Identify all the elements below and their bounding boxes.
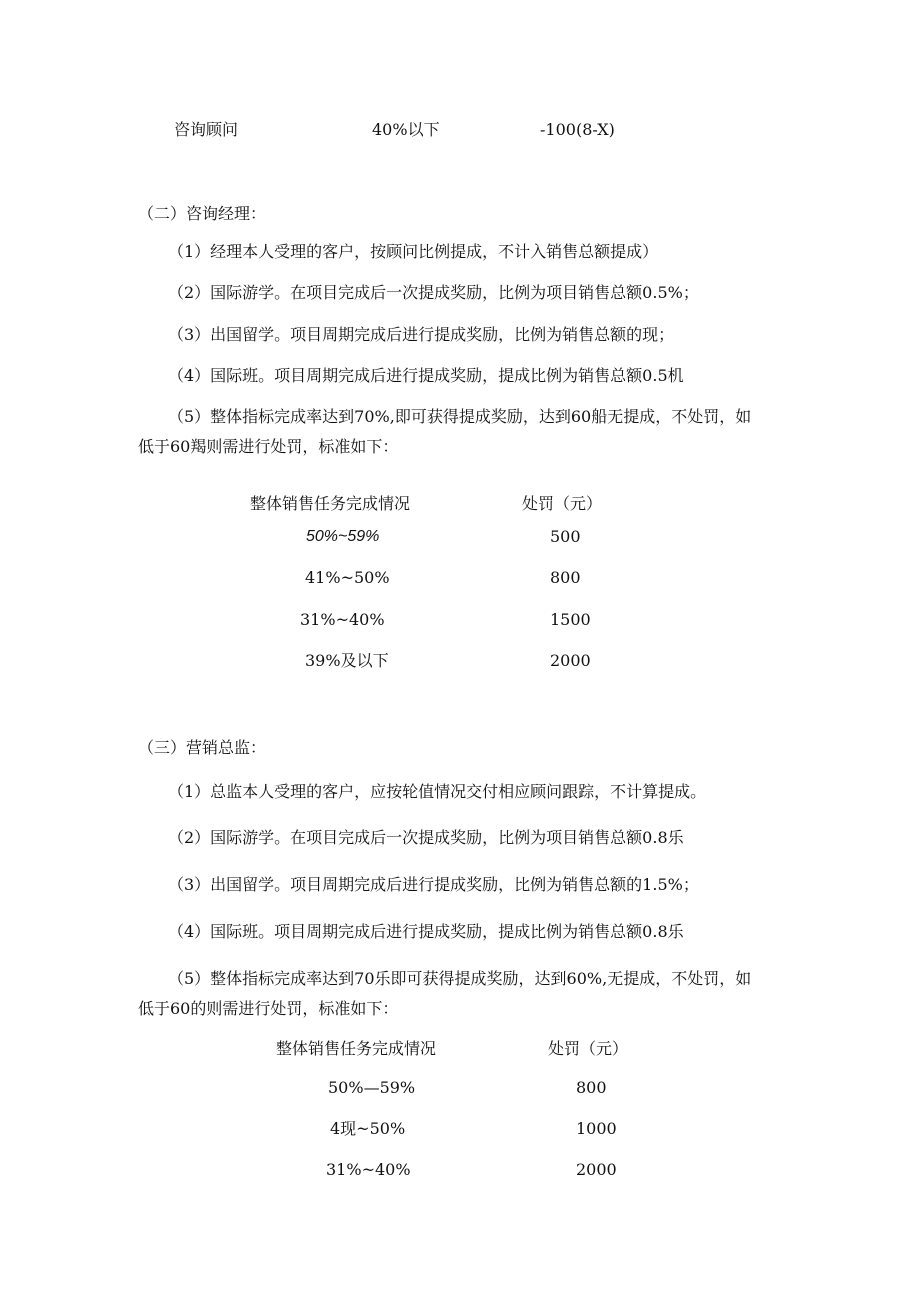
section3-heading: （三）营销总监： [138,738,267,757]
table-header-penalty: 处罚（元） [522,494,603,513]
table-row-range: 41%~50% [305,568,390,587]
section2-item-1: （1）经理本人受理的客户，按顾问比例提成，不计入销售总额提成） [168,242,659,261]
table-row-amount: 800 [576,1078,607,1097]
table-row-amount: 1500 [550,610,591,629]
table-row-amount: 500 [550,527,581,546]
table-row-amount: 2000 [550,651,591,670]
section3-item-5-line1: （5）整体指标完成率达到70乐即可获得提成奖励，达到60%,无提成，不处罚，如 [168,969,752,988]
table-row-range: 50%—59% [328,1078,416,1097]
section2-item-5-line1: （5）整体指标完成率达到70%,即可获得提成奖励，达到60船无提成，不处罚，如 [168,407,752,426]
table-row-amount: 2000 [576,1160,617,1179]
table-row-range: 31%~40% [300,610,385,629]
section3-item-1: （1）总监本人受理的客户，应按轮值情况交付相应顾问跟踪，不计算提成。 [168,782,707,801]
table-row-amount: 800 [550,568,581,587]
top-row-role: 咨询顾问 [174,120,239,139]
section2-heading: （二）咨询经理： [138,204,267,223]
section3-item-2: （2）国际游学。在项目完成后一次提成奖励，比例为项目销售总额0.8乐 [168,828,684,847]
section2-item-5-line2: 低于60羯则需进行处罚，标准如下： [138,437,399,456]
top-row-formula: -100(8-X) [540,120,615,139]
section2-item-4: （4）国际班。项目周期完成后进行提成奖励，提成比例为销售总额0.5机 [168,366,684,385]
table-row-range: 31%~40% [326,1160,411,1179]
table-header-completion: 整体销售任务完成情况 [276,1039,437,1058]
table-row-amount: 1000 [576,1119,617,1138]
section3-item-4: （4）国际班。项目周期完成后进行提成奖励，提成比例为销售总额0.8乐 [168,922,684,941]
section2-item-3: （3）出国留学。项目周期完成后进行提成奖励，比例为销售总额的现； [168,325,675,344]
table-row-range: 39%及以下 [305,651,389,670]
table-header-penalty: 处罚（元） [548,1039,629,1058]
table-header-completion: 整体销售任务完成情况 [250,494,411,513]
table-row-range: 50%~59% [306,528,380,545]
section3-item-5-line2: 低于60的则需进行处罚，标准如下： [138,999,399,1018]
section2-item-2: （2）国际游学。在项目完成后一次提成奖励，比例为项目销售总额0.5%； [168,283,699,302]
table-row-range: 4现~50% [330,1119,406,1138]
top-row-rate: 40%以下 [372,120,440,139]
section3-item-3: （3）出国留学。项目周期完成后进行提成奖励，比例为销售总额的1.5%； [168,875,699,894]
